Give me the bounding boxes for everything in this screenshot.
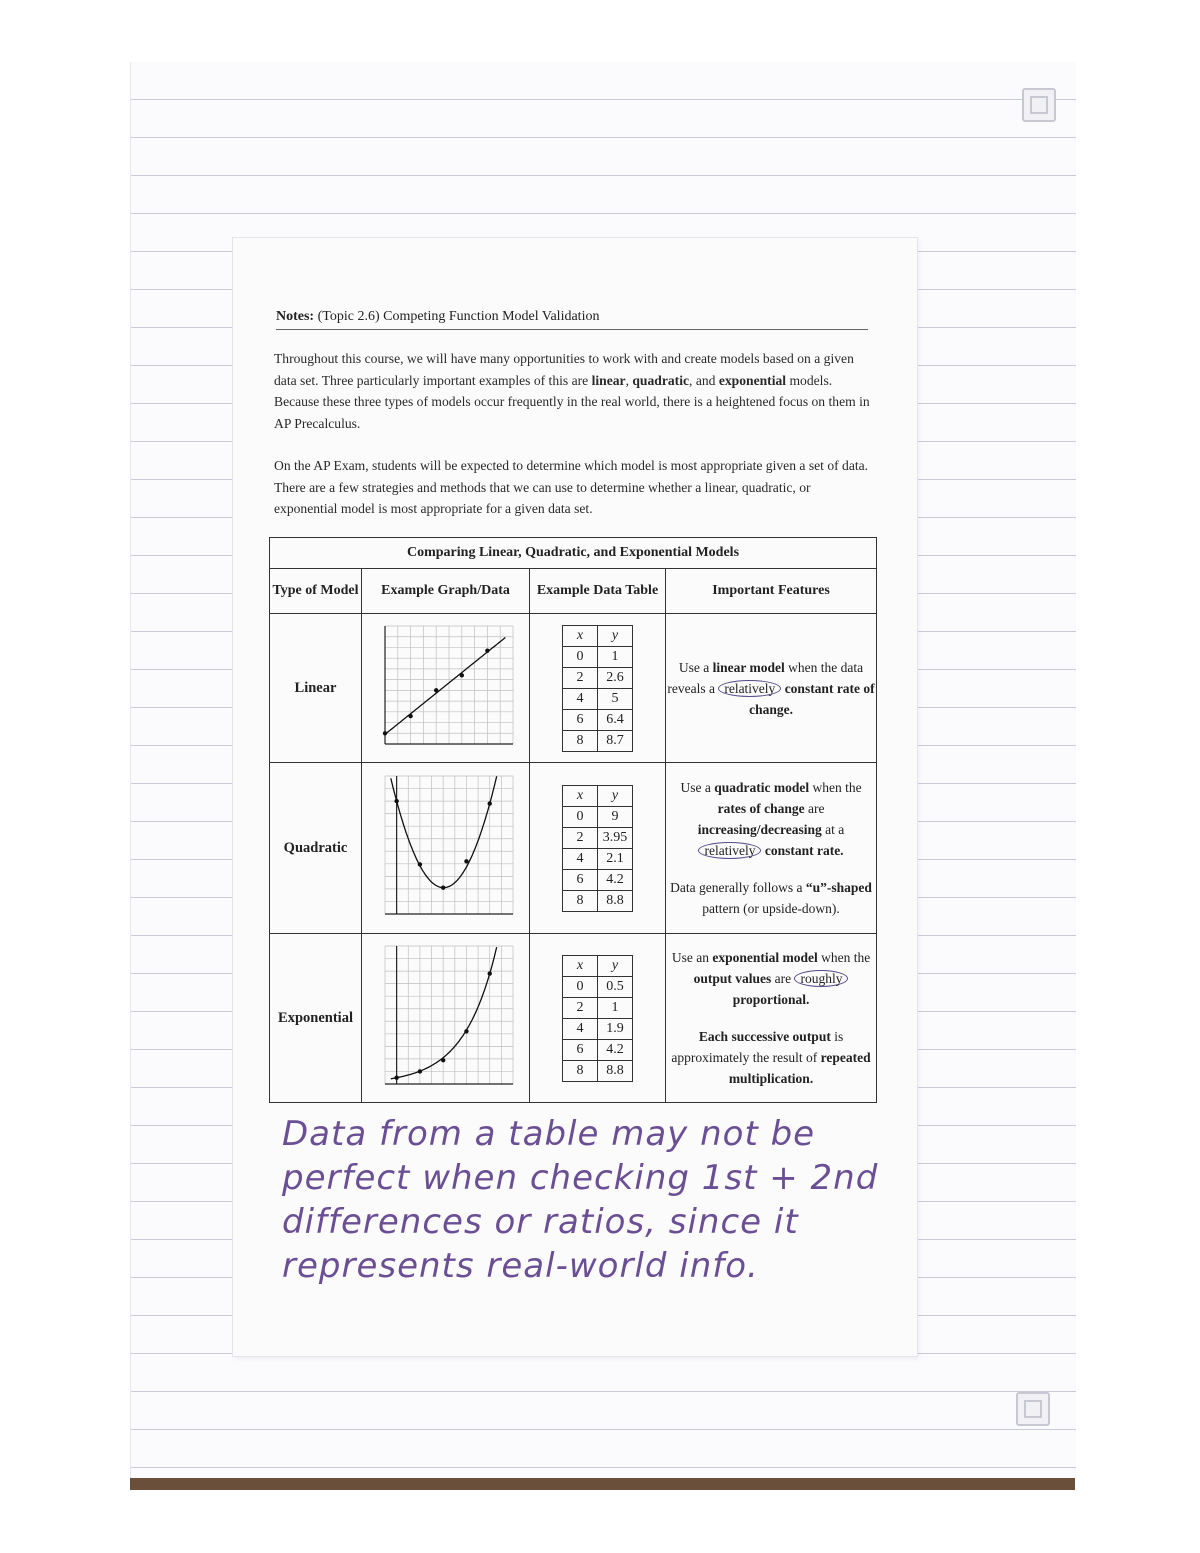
data-point xyxy=(382,731,386,735)
notes-header xyxy=(276,309,868,330)
handwritten-line: Data from a table may not be xyxy=(282,1114,816,1154)
features-exponential xyxy=(666,934,877,1103)
x-value: 4 xyxy=(563,848,598,869)
feature-text: Use a xyxy=(678,659,713,675)
x-value: 2 xyxy=(563,997,598,1018)
header-label: Notes: xyxy=(276,309,315,324)
x-value: 6 xyxy=(563,709,598,730)
data-table-cell xyxy=(530,934,666,1103)
data-point xyxy=(459,673,463,677)
term-linear: linear xyxy=(591,372,626,388)
feature-text: pattern (or upside-down). xyxy=(702,901,840,916)
para1-sep: , xyxy=(625,372,633,388)
y-value: 1.9 xyxy=(598,1018,633,1039)
notebook-edge xyxy=(130,1478,1075,1490)
quadratic-graph xyxy=(371,768,521,928)
data-point xyxy=(440,1058,444,1062)
table-row xyxy=(270,934,877,1103)
x-value: 2 xyxy=(563,667,598,688)
y-value: 1 xyxy=(598,646,633,667)
exponential-graph xyxy=(371,938,521,1098)
handwritten-line: perfect when checking 1st + 2nd xyxy=(282,1158,879,1198)
y-header: y xyxy=(598,625,633,646)
feature-bold: repeated multiplication. xyxy=(728,1050,871,1086)
intro-paragraph xyxy=(274,348,870,434)
feature-text: Use an xyxy=(671,950,713,965)
x-value: 8 xyxy=(563,730,598,751)
y-value: 8.7 xyxy=(598,730,633,751)
y-value: 2.6 xyxy=(598,667,633,688)
table-title: Comparing Linear, Quadratic, and Exponential Models xyxy=(270,538,877,569)
x-value: 0 xyxy=(563,806,598,827)
term-quadratic: quadratic xyxy=(632,372,690,388)
y-value: 8.8 xyxy=(598,1060,633,1081)
y-value: 1 xyxy=(598,997,633,1018)
y-value: 4.2 xyxy=(598,1039,633,1060)
term-exponential: exponential xyxy=(718,372,787,388)
feature-text: Use a xyxy=(680,780,715,795)
exam-paragraph: On the AP Exam, students will be expected to determine which model is most appropriate given a set of data. There are a few strategies and methods that we can use to determine whether a linear, quadratic, or exponential model is most appropriate for a given data set. xyxy=(274,458,869,516)
data-point xyxy=(408,714,412,718)
y-value: 0.5 xyxy=(598,976,633,997)
feature-bold: output values xyxy=(693,971,772,986)
feature-bold: proportional. xyxy=(732,992,810,1007)
handwritten-line: represents real-world info. xyxy=(282,1246,759,1286)
y-header: y xyxy=(598,785,633,806)
x-value: 0 xyxy=(563,646,598,667)
feature-text: Data generally follows a xyxy=(670,880,806,895)
data-table-cell xyxy=(530,763,666,934)
data-point xyxy=(394,799,398,803)
feature-text: when the xyxy=(809,780,862,795)
feature-bold: “u”-shaped xyxy=(805,880,872,895)
table-row xyxy=(270,614,877,763)
handwritten-line: differences or ratios, since it xyxy=(282,1202,799,1242)
para1-text-end: models. Because these three types of models occur frequently in the real world, there is a heightened focus on them in AP Precalculus. xyxy=(274,372,870,431)
graph-cell xyxy=(362,614,530,763)
feature-bold: quadratic model xyxy=(714,780,810,795)
data-point xyxy=(464,859,468,863)
data-point xyxy=(487,801,491,805)
graph-cell xyxy=(362,934,530,1103)
x-value: 4 xyxy=(563,1018,598,1039)
y-header: y xyxy=(598,955,633,976)
data-point xyxy=(417,862,421,866)
y-value: 4.2 xyxy=(598,869,633,890)
fit-curve xyxy=(390,776,496,887)
data-point xyxy=(464,1029,468,1033)
feature-bold: Each successive output xyxy=(698,1029,831,1044)
y-value: 9 xyxy=(598,806,633,827)
corner-stamp-icon xyxy=(1016,1392,1050,1426)
feature-text: when the data reveals a xyxy=(667,659,864,696)
circled-word: roughly xyxy=(794,970,848,987)
feature-bold: rates of change xyxy=(717,801,805,816)
data-point xyxy=(394,1076,398,1080)
data-table-cell xyxy=(530,614,666,763)
data-point xyxy=(440,885,444,889)
col-table-header: Example Data Table xyxy=(530,569,666,614)
x-value: 8 xyxy=(563,1060,598,1081)
corner-stamp-icon xyxy=(1022,88,1056,122)
data-point xyxy=(417,1069,421,1073)
data-point xyxy=(485,648,489,652)
model-type-quadratic: Quadratic xyxy=(270,763,362,934)
x-value: 0 xyxy=(563,976,598,997)
data-table-exponential xyxy=(562,955,633,1082)
x-header: x xyxy=(563,955,598,976)
para1-sep: , and xyxy=(689,372,719,388)
para1-text: Throughout this course, we will have many opportunities to work with and create models based on a given data set. Three particularly important examples of this are xyxy=(274,351,854,388)
header-title: (Topic 2.6) Competing Function Model Validation xyxy=(317,309,600,324)
data-table-quadratic xyxy=(562,785,633,912)
x-value: 6 xyxy=(563,869,598,890)
feature-bold: increasing/decreasing xyxy=(697,822,822,837)
feature-bold: exponential model xyxy=(712,950,818,965)
circled-word: relatively xyxy=(698,842,761,859)
model-type-linear: Linear xyxy=(270,614,362,763)
col-features-header: Important Features xyxy=(666,569,877,614)
features-quadratic xyxy=(666,763,877,934)
features-linear xyxy=(666,614,877,763)
x-value: 2 xyxy=(563,827,598,848)
data-table-linear xyxy=(562,625,633,752)
x-header: x xyxy=(563,785,598,806)
x-value: 6 xyxy=(563,1039,598,1060)
col-type-header: Type of Model xyxy=(270,569,362,614)
model-comparison-table xyxy=(269,537,877,1103)
x-value: 8 xyxy=(563,890,598,911)
data-point xyxy=(434,688,438,692)
feature-bold: constant rate of change. xyxy=(749,680,875,717)
handwritten-note xyxy=(282,1112,902,1288)
feature-text: are xyxy=(804,801,825,816)
model-type-exponential: Exponential xyxy=(270,934,362,1103)
linear-graph xyxy=(371,618,521,758)
col-graph-header: Example Graph/Data xyxy=(362,569,530,614)
data-point xyxy=(487,971,491,975)
feature-text: when the xyxy=(817,950,871,965)
y-value: 8.8 xyxy=(598,890,633,911)
y-value: 5 xyxy=(598,688,633,709)
feature-text: at a xyxy=(821,822,845,837)
y-value: 2.1 xyxy=(598,848,633,869)
graph-cell xyxy=(362,763,530,934)
y-value: 6.4 xyxy=(598,709,633,730)
feature-text: are xyxy=(771,971,795,986)
feature-text: is approximately the result of xyxy=(671,1029,844,1065)
y-value: 3.95 xyxy=(598,827,633,848)
x-value: 4 xyxy=(563,688,598,709)
feature-bold: constant rate. xyxy=(764,843,844,858)
feature-bold: linear model xyxy=(712,659,785,675)
x-header: x xyxy=(563,625,598,646)
table-row xyxy=(270,763,877,934)
circled-word: relatively xyxy=(718,680,781,697)
